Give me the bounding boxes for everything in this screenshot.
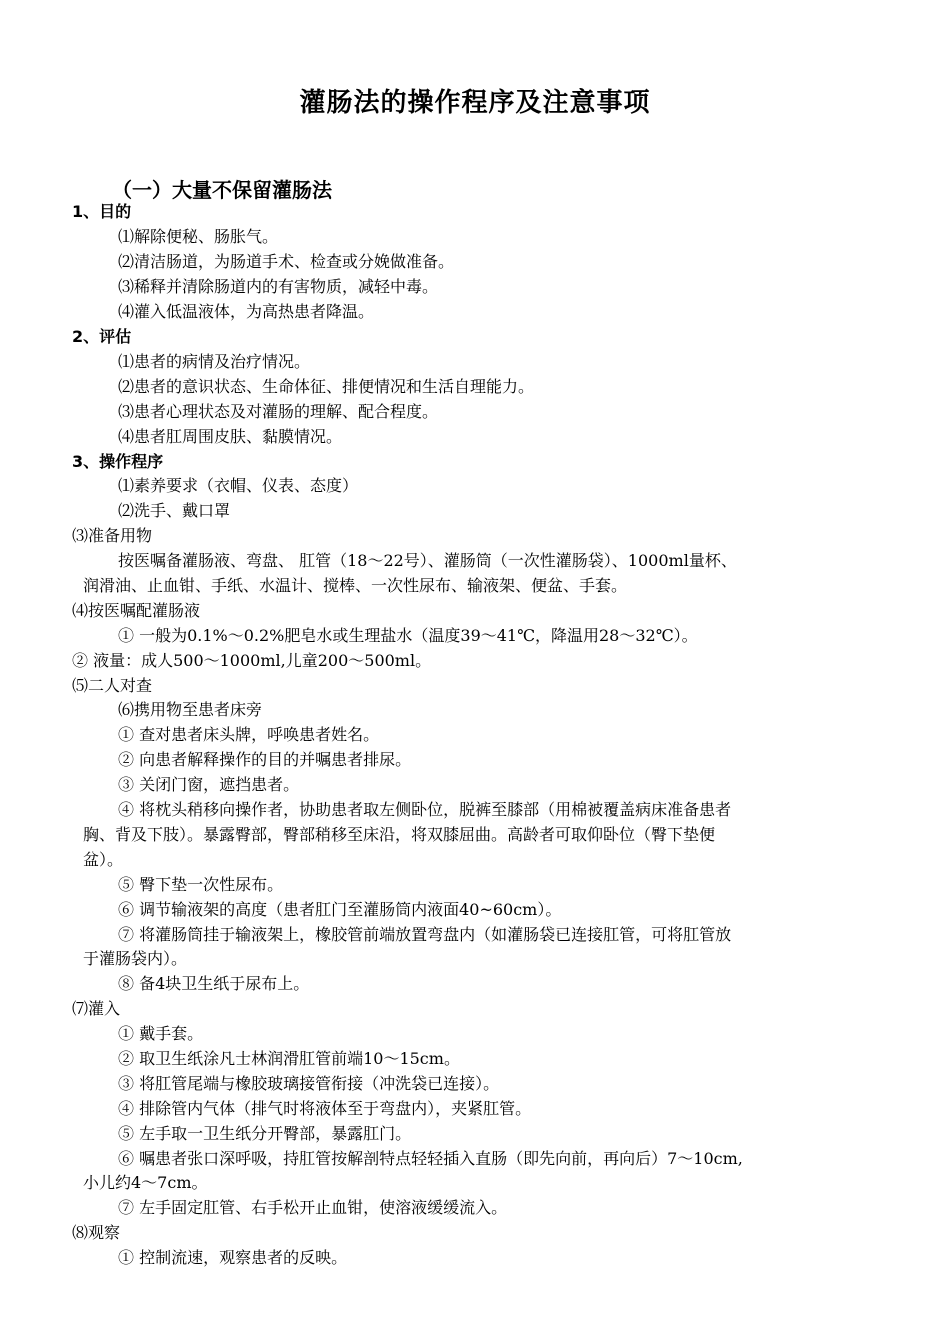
list-item: ⑶准备用物 [72,526,153,545]
list-item: ⑥ 调节输液架的高度（患者肛门至灌肠筒内液面40~60cm）。 [118,900,562,919]
heading-procedure: 3、操作程序 [72,452,164,471]
list-item: ② 取卫生纸涂凡士林润滑肛管前端10～15cm。 [118,1049,460,1068]
list-item: ⑸二人对查 [72,676,153,695]
list-item: ⑵患者的意识状态、生命体征、排便情况和生活自理能力。 [118,377,535,396]
list-item: ⑴素养要求（衣帽、仪表、态度） [118,476,359,495]
list-item: ⑷患者肛周围皮肤、黏膜情况。 [118,427,343,446]
list-item: ⑵清洁肠道，为肠道手术、检查或分娩做准备。 [118,252,455,271]
paragraph-line: 按医嘱备灌肠液、弯盘、 肛管（18～22号）、灌肠筒（一次性灌肠袋）、1000ml量杯、 [118,551,737,570]
list-item: ⑺灌入 [72,999,121,1018]
paragraph-line: 小儿约4～7cm。 [83,1173,208,1192]
list-item: ⑷按医嘱配灌肠液 [72,601,201,620]
page-title: 灌肠法的操作程序及注意事项 [299,88,651,118]
list-item: ① 一般为0.1%～0.2%肥皂水或生理盐水（温度39～41℃，降温用28～32℃）。 [118,626,698,645]
list-item: ⑴患者的病情及治疗情况。 [118,352,311,371]
paragraph-line: 于灌肠袋内）。 [83,949,188,968]
list-item: ① 控制流速，观察患者的反映。 [118,1248,348,1267]
paragraph-line: ⑥ 嘱患者张口深呼吸，持肛管按解剖特点轻轻插入直肠（即先向前，再向后）7～10cm, [118,1149,743,1168]
paragraph-line: 盆）。 [83,850,124,869]
list-item: ⑶患者心理状态及对灌肠的理解、配合程度。 [118,402,439,421]
list-item: ③ 将肛管尾端与橡胶玻璃接管衔接（冲洗袋已连接）。 [118,1074,500,1093]
paragraph-line: ⑦ 将灌肠筒挂于输液架上，橡胶管前端放置弯盘内（如灌肠袋已连接肛管，可将肛管放 [118,925,732,944]
paragraph-line: 胸、背及下肢）。暴露臀部，臀部稍移至床沿，将双膝屈曲。高龄者可取仰卧位（臀下垫便 [83,825,716,844]
paragraph-line: ④ 将枕头稍移向操作者，协助患者取左侧卧位，脱裤至膝部（用棉被覆盖病床准备患者 [118,800,732,819]
list-item: ⑧ 备4块卫生纸于尿布上。 [118,974,310,993]
section-heading: （一）大量不保留灌肠法 [112,178,332,202]
list-item: ④ 排除管内气体（排气时将液体至于弯盘内），夹紧肛管。 [118,1099,532,1118]
list-item: ① 查对患者床头牌，呼唤患者姓名。 [118,725,380,744]
list-item: ⑤ 左手取一卫生纸分开臀部，暴露肛门。 [118,1124,412,1143]
list-item: ⑤ 臀下垫一次性尿布。 [118,875,284,894]
list-item: ⑷灌入低温液体，为高热患者降温。 [118,302,375,321]
list-item: ② 向患者解释操作的目的并嘱患者排尿。 [118,750,412,769]
list-item: ⑵洗手、戴口罩 [118,501,231,520]
list-item: ⑴解除便秘、肠胀气。 [118,227,279,246]
list-item: ③ 关闭门窗，遮挡患者。 [118,775,300,794]
list-item: ① 戴手套。 [118,1024,204,1043]
list-item: ⑹携用物至患者床旁 [118,700,263,719]
paragraph-line: 润滑油、止血钳、手纸、水温计、搅棒、一次性尿布、输液架、便盆、手套。 [83,576,628,595]
list-item: ⑦ 左手固定肛管、右手松开止血钳，使溶液缓缓流入。 [118,1198,508,1217]
list-item: ② 液量：成人500～1000ml,儿童200～500ml。 [72,651,432,670]
list-item: ⑶稀释并清除肠道内的有害物质，减轻中毒。 [118,277,439,296]
heading-purpose: 1、目的 [72,202,132,221]
heading-assessment: 2、评估 [72,327,132,346]
list-item: ⑻观察 [72,1223,121,1242]
